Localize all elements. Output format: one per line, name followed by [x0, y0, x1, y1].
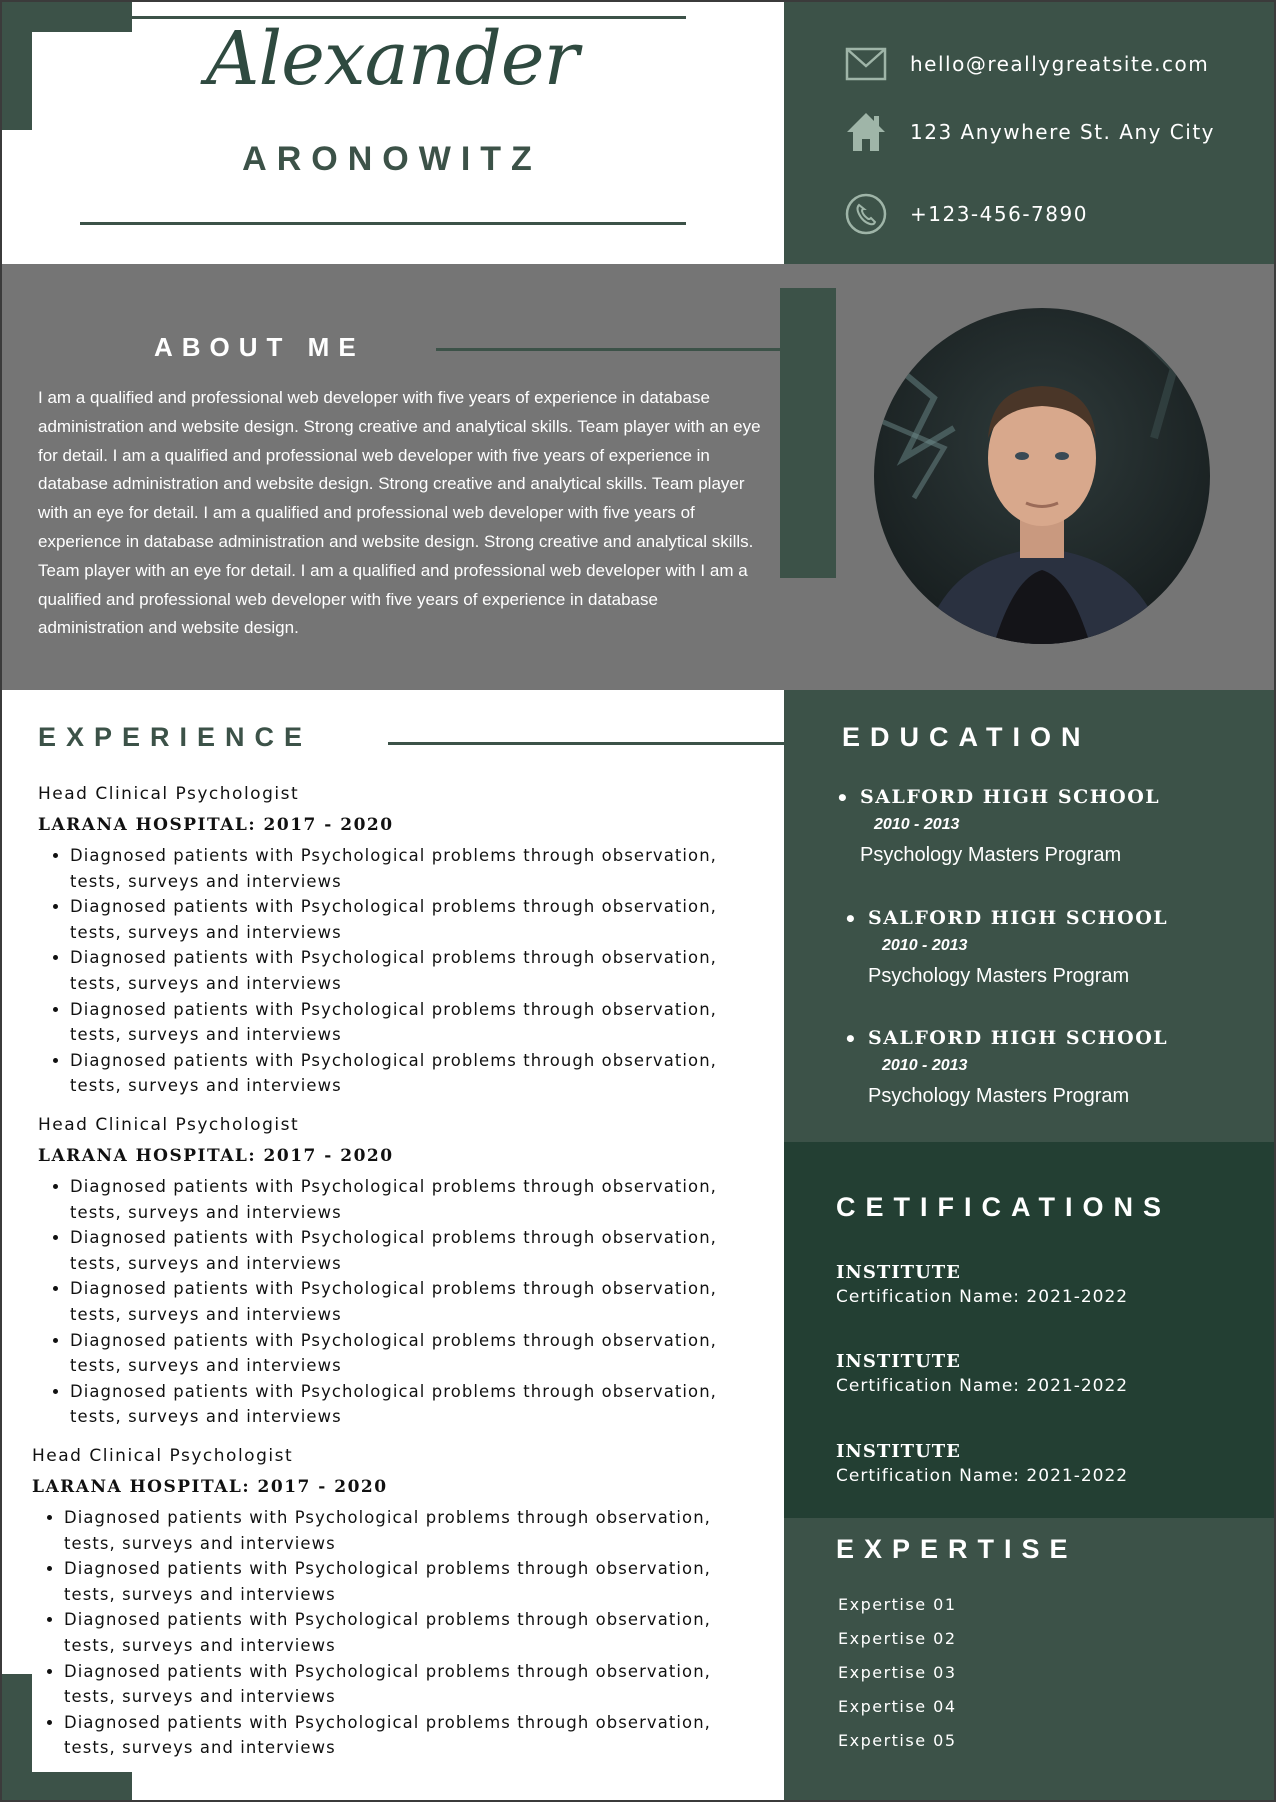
home-icon — [844, 110, 888, 154]
certification-name: Certification Name: 2021-2022 — [836, 1466, 1129, 1486]
job-entry — [32, 1446, 752, 1761]
contact-email[interactable] — [844, 42, 1209, 86]
address-text: 123 Anywhere St. Any City — [910, 120, 1216, 144]
list-item: • Diagnosed patients with Psychological problems through observation, tests, surveys and interviews — [70, 843, 758, 894]
job-role: Head Clinical Psychologist — [38, 784, 300, 804]
about-rule — [436, 348, 782, 351]
school-years: 2010 - 2013 — [874, 816, 960, 833]
about-text: I am a qualified and professional web developer with five years of experience in database administration and website design. Strong creative and analytical skills. Team player with an eye for detail. I am a qualified and professional web developer with five years of experience in database administration and website design. Strong creative and analytical skills. Team player with an eye for detail. I am a qualified and professional web developer with five years of experience in database administration and website design. Strong creative and analytical skills. Team player with an eye for detail. I am a qualified and professional web developer with I am a qualified and professional web developer with five years of experience in database administration and website design. — [38, 388, 761, 638]
list-item: • Diagnosed patients with Psychological problems through observation, tests, surveys and interviews — [70, 1276, 758, 1327]
list-item: • Diagnosed patients with Psychological problems through observation, tests, surveys and interviews — [70, 1328, 758, 1379]
phone-icon — [844, 192, 888, 236]
job-bullets — [70, 1174, 758, 1430]
contact-address — [844, 110, 1215, 154]
list-item: • Diagnosed patients with Psychological problems through observation, tests, surveys and interviews — [64, 1505, 752, 1556]
job-entry — [38, 784, 758, 1099]
job-company: LARANA HOSPITAL: 2017 - 2020 — [38, 1146, 394, 1166]
contact-phone[interactable] — [844, 192, 1088, 236]
school-program: Psychology Masters Program — [868, 965, 1130, 987]
job-role: Head Clinical Psychologist — [38, 1115, 300, 1135]
job-role: Head Clinical Psychologist — [32, 1446, 294, 1466]
expertise-item: Expertise 04 — [838, 1697, 957, 1716]
job-entry — [38, 1115, 758, 1430]
school-name: • SALFORD HIGH SCHOOL — [868, 907, 1168, 929]
corner-decoration-bottom-side — [2, 1674, 32, 1802]
school-name: • SALFORD HIGH SCHOOL — [868, 1027, 1168, 1049]
certification-institute: INSTITUTE — [836, 1262, 961, 1283]
expertise-list — [838, 1588, 957, 1758]
expertise-item: Expertise 02 — [838, 1629, 957, 1648]
corner-decoration-top-side — [2, 2, 32, 130]
expertise-title: EXPERTISE — [836, 1534, 1078, 1564]
list-item: • Diagnosed patients with Psychological problems through observation, tests, surveys and interviews — [70, 997, 758, 1048]
certification-name: Certification Name: 2021-2022 — [836, 1376, 1129, 1396]
education-item — [860, 786, 1160, 867]
school-name: • SALFORD HIGH SCHOOL — [860, 786, 1160, 808]
phone-text: +123-456-7890 — [910, 202, 1088, 226]
header-rule-bottom — [80, 222, 686, 225]
list-item: • Diagnosed patients with Psychological problems through observation, tests, surveys and interviews — [70, 1174, 758, 1225]
mail-icon — [844, 42, 888, 86]
education-title: EDUCATION — [842, 722, 1091, 752]
about-title: ABOUT ME — [154, 332, 365, 362]
experience-title: EXPERIENCE — [38, 722, 313, 752]
certification-name: Certification Name: 2021-2022 — [836, 1287, 1129, 1307]
list-item: • Diagnosed patients with Psychological problems through observation, tests, surveys and interviews — [64, 1710, 752, 1761]
certifications-title: CETIFICATIONS — [836, 1192, 1171, 1222]
education-item — [868, 1027, 1168, 1108]
list-item: • Diagnosed patients with Psychological problems through observation, tests, surveys and interviews — [70, 1048, 758, 1099]
certification-institute: INSTITUTE — [836, 1351, 961, 1372]
list-item: • Diagnosed patients with Psychological problems through observation, tests, surveys and interviews — [70, 945, 758, 996]
contact-panel — [784, 2, 1276, 264]
certification-item — [836, 1262, 1128, 1307]
expertise-item: Expertise 03 — [838, 1663, 957, 1682]
job-company: LARANA HOSPITAL: 2017 - 2020 — [38, 815, 394, 835]
list-item: • Diagnosed patients with Psychological problems through observation, tests, surveys and interviews — [70, 894, 758, 945]
list-item: • Diagnosed patients with Psychological problems through observation, tests, surveys and interviews — [70, 1379, 758, 1430]
school-program: Psychology Masters Program — [860, 844, 1122, 866]
school-years: 2010 - 2013 — [882, 1057, 968, 1074]
profile-photo — [874, 308, 1210, 644]
education-item — [868, 907, 1168, 988]
job-bullets — [70, 843, 758, 1099]
school-program: Psychology Masters Program — [868, 1085, 1130, 1107]
experience-rule — [388, 742, 784, 745]
email-text: hello@reallygreatsite.com — [910, 52, 1210, 76]
job-bullets — [64, 1505, 752, 1761]
last-name: ARONOWITZ — [242, 140, 542, 178]
certification-item — [836, 1351, 1128, 1396]
list-item: • Diagnosed patients with Psychological problems through observation, tests, surveys and interviews — [64, 1556, 752, 1607]
list-item: • Diagnosed patients with Psychological problems through observation, tests, surveys and interviews — [64, 1607, 752, 1658]
certification-item — [836, 1441, 1128, 1486]
list-item: • Diagnosed patients with Psychological problems through observation, tests, surveys and interviews — [70, 1225, 758, 1276]
about-accent-bar — [780, 288, 836, 578]
certification-institute: INSTITUTE — [836, 1441, 961, 1462]
expertise-item: Expertise 05 — [838, 1731, 957, 1750]
first-name: Alexander — [206, 16, 578, 102]
school-years: 2010 - 2013 — [882, 937, 968, 954]
expertise-item: Expertise 01 — [838, 1595, 957, 1614]
job-company: LARANA HOSPITAL: 2017 - 2020 — [32, 1477, 388, 1497]
list-item: • Diagnosed patients with Psychological problems through observation, tests, surveys and interviews — [64, 1659, 752, 1710]
